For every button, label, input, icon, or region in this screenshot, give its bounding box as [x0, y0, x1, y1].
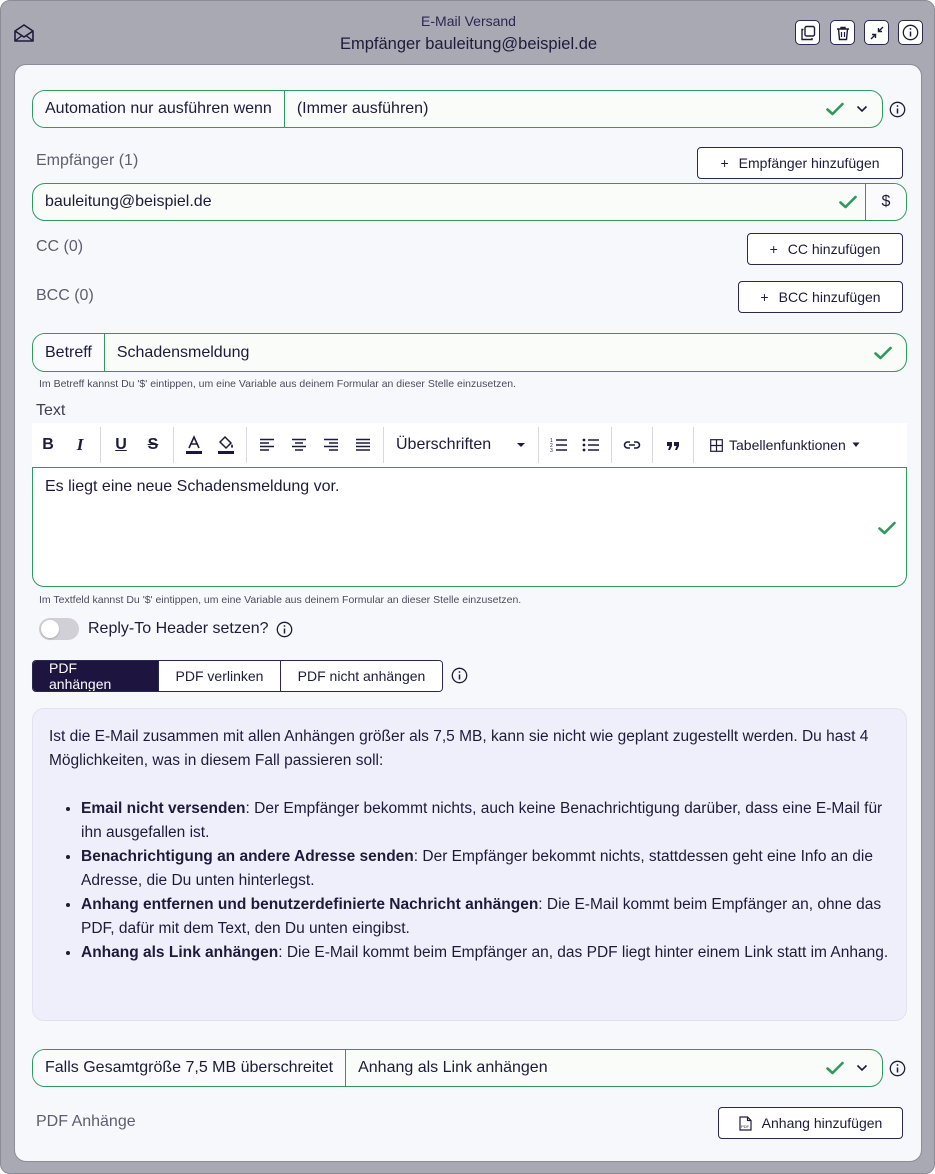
- list-item: [81, 845, 890, 893]
- header-title: Empfänger bauleitung@beispiel.de: [339, 35, 598, 53]
- text-hint: Im Textfeld kannst Du '$' eintippen, um eine Variable aus deinem Formular an dieser Stelle einzusetzen.: [39, 594, 522, 606]
- chevron-down-icon: [856, 105, 868, 113]
- bullet-list-icon: [582, 438, 600, 452]
- info-options-list: [49, 797, 890, 965]
- add-attachment-label: Anhang hinzufügen: [761, 1115, 883, 1131]
- strikethrough-icon: S: [147, 436, 159, 453]
- list-item: [81, 941, 890, 965]
- add-recipient-button[interactable]: [697, 147, 903, 179]
- option-title: Email nicht versenden: [81, 800, 246, 817]
- svg-text:1: 1: [550, 438, 553, 444]
- table-functions-button[interactable]: [698, 423, 872, 467]
- delete-button[interactable]: [830, 20, 855, 45]
- automation-condition-select[interactable]: [32, 90, 883, 128]
- italic-button[interactable]: [64, 423, 96, 467]
- size-limit-info-panel: [32, 708, 907, 1021]
- headings-label: Überschriften: [396, 436, 492, 453]
- underline-icon: U: [115, 436, 127, 453]
- option-text: : Die E-Mail kommt beim Empfänger an, das PDF liegt hinter einem Link statt im Anhang.: [278, 944, 889, 961]
- add-cc-button[interactable]: [747, 233, 903, 265]
- fill-color-icon: [217, 435, 235, 455]
- variable-label: $: [881, 193, 891, 210]
- attachments-heading: PDF Anhänge: [36, 1113, 136, 1130]
- automation-label: Automation nur ausführen wenn: [33, 91, 285, 127]
- text-heading: Text: [36, 402, 66, 419]
- quote-icon: [666, 439, 680, 451]
- option-title: Anhang als Link anhängen: [81, 944, 279, 961]
- help-button[interactable]: [898, 20, 923, 45]
- highlight-button[interactable]: [210, 423, 242, 467]
- svg-text:PDF: PDF: [740, 1123, 749, 1129]
- align-right-button[interactable]: [315, 423, 347, 467]
- table-icon: [710, 439, 723, 452]
- text-color-button[interactable]: [178, 423, 210, 467]
- pdf-file-icon: [739, 1116, 752, 1131]
- list-item: [81, 797, 890, 845]
- text-color-icon: [185, 435, 203, 455]
- bold-icon: B: [42, 436, 54, 453]
- check-icon: [826, 102, 844, 116]
- align-center-icon: [291, 438, 307, 452]
- size-rule-value: Anhang als Link anhängen: [358, 1059, 548, 1076]
- add-recipient-label: Empfänger hinzufügen: [738, 155, 880, 171]
- plus-icon: +: [720, 155, 729, 171]
- bold-button[interactable]: [32, 423, 64, 467]
- option-title: Benachrichtigung an andere Adresse senden: [81, 848, 414, 865]
- caret-down-icon: [852, 442, 860, 448]
- justify-button[interactable]: [347, 423, 379, 467]
- link-icon: [623, 439, 641, 451]
- italic-icon: I: [76, 435, 84, 454]
- plus-icon: +: [760, 289, 769, 305]
- pdf-mode-tabs: [32, 660, 443, 692]
- recipients-heading: Empfänger (1): [36, 152, 139, 169]
- add-bcc-button[interactable]: [738, 281, 903, 313]
- option-text: : Der Empfänger bekommt nichts, auch keine Benachrichtigung darüber, dass eine E-Mail für ihn ausgefallen ist.: [81, 800, 883, 841]
- info-icon: [902, 24, 919, 41]
- recipient-input[interactable]: [32, 183, 907, 221]
- email-body-text: Es liegt eine neue Schadensmeldung vor.: [45, 478, 340, 495]
- duplicate-button[interactable]: [795, 20, 820, 45]
- info-intro: Ist die E-Mail zusammen mit allen Anhängen größer als 7,5 MB, kann sie nicht wie geplant zugestellt werden. Du hast 4 Möglichkeiten, was in diesem Fall passieren soll:: [49, 728, 869, 769]
- list-item: [81, 893, 890, 941]
- tab-pdf-link[interactable]: PDF verlinken: [159, 661, 281, 691]
- header-subtitle: E-Mail Versand: [421, 13, 516, 29]
- tab-pdf-none[interactable]: PDF nicht anhängen: [281, 661, 442, 691]
- variable-button[interactable]: [865, 184, 906, 220]
- align-left-button[interactable]: [251, 423, 283, 467]
- plus-icon: +: [769, 241, 778, 257]
- caret-down-icon: [516, 442, 526, 448]
- info-icon[interactable]: [889, 101, 906, 118]
- check-icon: [874, 346, 892, 360]
- add-attachment-button[interactable]: [718, 1107, 903, 1139]
- add-cc-label: CC hinzufügen: [787, 241, 881, 257]
- automation-value: (Immer ausführen): [296, 100, 429, 117]
- editor-toolbar: [32, 423, 907, 467]
- check-icon: [839, 195, 857, 209]
- justify-icon: [355, 438, 371, 452]
- subject-label: Betreff: [33, 334, 105, 371]
- toggle-knob: [41, 620, 59, 638]
- option-text: : Der Empfänger bekommt nichts, stattdessen geht eine Info an die Adresse, die Du unten hinterlegst.: [81, 848, 873, 889]
- reply-to-label: Reply-To Header setzen?: [88, 620, 269, 637]
- subject-value: Schadensmeldung: [116, 343, 250, 361]
- size-rule-select[interactable]: [32, 1049, 883, 1087]
- tab-pdf-attach[interactable]: PDF anhängen: [33, 661, 159, 691]
- trash-icon: [835, 25, 851, 41]
- table-functions-label: Tabellenfunktionen: [729, 437, 846, 453]
- add-bcc-label: BCC hinzufügen: [778, 289, 881, 305]
- email-body-editor[interactable]: [32, 467, 907, 587]
- chevron-down-icon: [856, 1064, 868, 1072]
- svg-text:3: 3: [550, 448, 553, 452]
- check-icon: [826, 1061, 844, 1075]
- option-title: Anhang entfernen und benutzerdefinierte Nachricht anhängen: [81, 896, 539, 913]
- underline-button[interactable]: [105, 423, 137, 467]
- cc-heading: CC (0): [36, 238, 84, 255]
- subject-hint: Im Betreff kannst Du '$' eintippen, um eine Variable aus deinem Formular an dieser Stelle einzusetzen.: [39, 378, 516, 390]
- align-left-icon: [259, 438, 275, 452]
- size-rule-label: Falls Gesamtgröße 7,5 MB überschreitet: [33, 1050, 346, 1086]
- subject-input[interactable]: [32, 333, 907, 372]
- reply-to-toggle[interactable]: [39, 618, 79, 640]
- collapse-icon: [869, 25, 885, 41]
- recipient-value: bauleitung@beispiel.de: [45, 193, 212, 210]
- email-settings-card: [14, 64, 922, 1162]
- bcc-heading: BCC (0): [36, 287, 94, 304]
- info-icon[interactable]: [451, 667, 468, 684]
- option-text: : Die E-Mail kommt beim Empfänger an, ohne das PDF, dafür mit dem Text, den Du unten eingibst.: [81, 896, 882, 937]
- align-center-button[interactable]: [283, 423, 315, 467]
- ordered-list-button[interactable]: [543, 423, 575, 467]
- collapse-button[interactable]: [864, 20, 889, 45]
- align-right-icon: [323, 438, 339, 452]
- link-button[interactable]: [616, 423, 648, 467]
- quote-button[interactable]: [657, 423, 689, 467]
- info-icon[interactable]: [889, 1060, 906, 1077]
- check-icon: [878, 521, 896, 535]
- bullet-list-button[interactable]: [575, 423, 607, 467]
- ordered-list-icon: [550, 438, 568, 452]
- info-icon[interactable]: [276, 621, 293, 638]
- svg-text:2: 2: [550, 443, 553, 449]
- headings-select[interactable]: [388, 423, 534, 467]
- copy-icon: [800, 25, 816, 41]
- strikethrough-button[interactable]: [137, 423, 169, 467]
